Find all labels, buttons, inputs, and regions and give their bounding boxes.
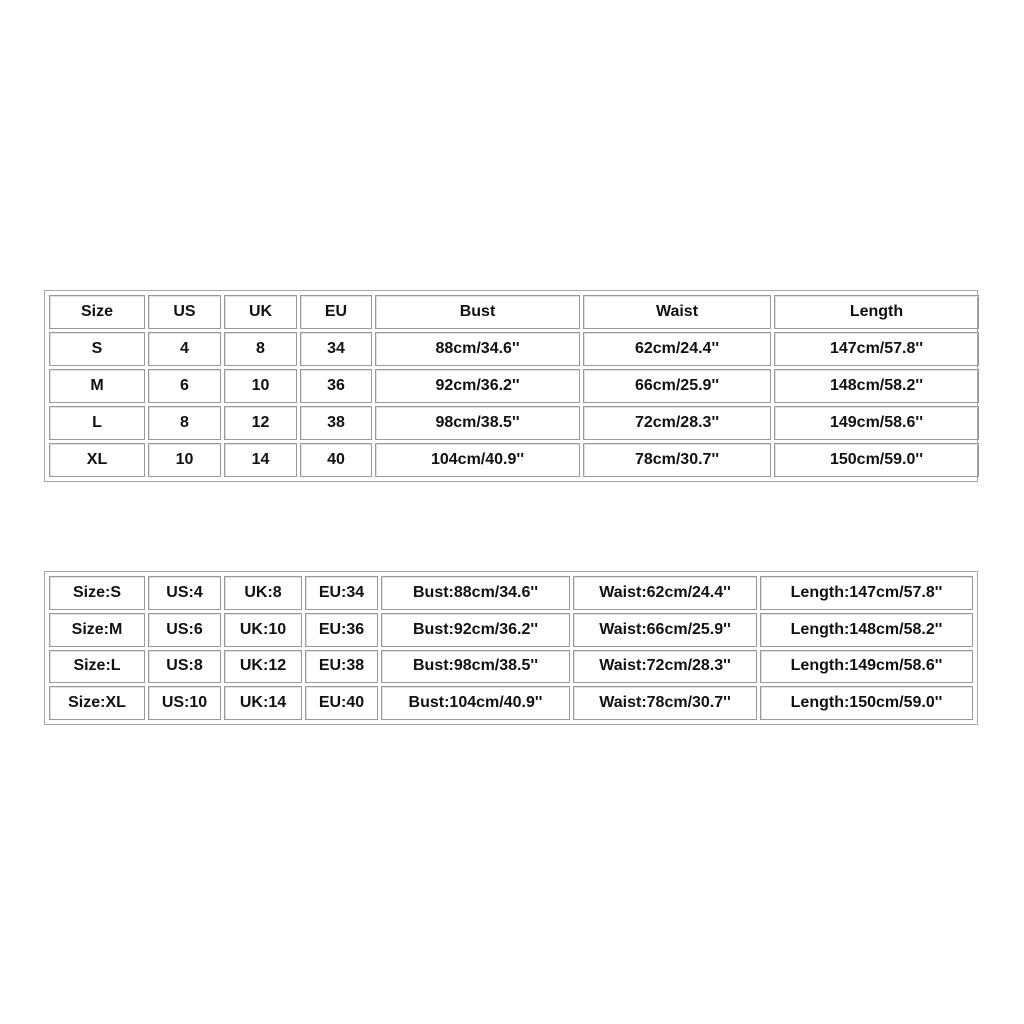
eu-cell: EU:34: [305, 576, 378, 610]
table-row: [49, 443, 979, 477]
uk-cell: 12: [224, 406, 297, 440]
uk-cell: UK:14: [224, 686, 302, 720]
size-cell: Size:M: [49, 613, 145, 647]
header-cell-us: US: [148, 295, 221, 329]
bust-cell: 92cm/36.2'': [375, 369, 580, 403]
eu-cell: 36: [300, 369, 372, 403]
uk-cell: UK:12: [224, 650, 302, 684]
uk-cell: 10: [224, 369, 297, 403]
uk-cell: UK:8: [224, 576, 302, 610]
uk-cell: 14: [224, 443, 297, 477]
eu-cell: EU:36: [305, 613, 378, 647]
length-cell: Length:149cm/58.6'': [760, 650, 973, 684]
size-cell: XL: [49, 443, 145, 477]
us-cell: US:8: [148, 650, 221, 684]
us-cell: 6: [148, 369, 221, 403]
bust-cell: 98cm/38.5'': [375, 406, 580, 440]
uk-cell: UK:10: [224, 613, 302, 647]
eu-cell: 34: [300, 332, 372, 366]
header-cell-waist: Waist: [583, 295, 771, 329]
size-cell: Size:S: [49, 576, 145, 610]
us-cell: US:4: [148, 576, 221, 610]
us-cell: 10: [148, 443, 221, 477]
table-row: [49, 686, 973, 720]
eu-cell: 40: [300, 443, 372, 477]
eu-cell: 38: [300, 406, 372, 440]
size-cell: L: [49, 406, 145, 440]
waist-cell: Waist:78cm/30.7'': [573, 686, 757, 720]
table-row: [49, 406, 979, 440]
eu-cell: EU:38: [305, 650, 378, 684]
table-row: [49, 369, 979, 403]
length-cell: Length:147cm/57.8'': [760, 576, 973, 610]
bust-cell: Bust:92cm/36.2'': [381, 613, 570, 647]
length-cell: 150cm/59.0'': [774, 443, 979, 477]
waist-cell: 78cm/30.7'': [583, 443, 771, 477]
eu-cell: EU:40: [305, 686, 378, 720]
size-cell: Size:L: [49, 650, 145, 684]
labeled-size-chart-table: [44, 571, 978, 725]
length-cell: 148cm/58.2'': [774, 369, 979, 403]
length-cell: 147cm/57.8'': [774, 332, 979, 366]
bust-cell: Bust:98cm/38.5'': [381, 650, 570, 684]
labeled-size-chart-grid: [46, 573, 976, 723]
us-cell: US:6: [148, 613, 221, 647]
table-header-row: [49, 295, 979, 329]
waist-cell: 66cm/25.9'': [583, 369, 771, 403]
header-cell-size: Size: [49, 295, 145, 329]
size-cell: M: [49, 369, 145, 403]
length-cell: 149cm/58.6'': [774, 406, 979, 440]
header-cell-uk: UK: [224, 295, 297, 329]
us-cell: US:10: [148, 686, 221, 720]
waist-cell: Waist:66cm/25.9'': [573, 613, 757, 647]
bust-cell: 104cm/40.9'': [375, 443, 580, 477]
header-cell-eu: EU: [300, 295, 372, 329]
table-row: [49, 650, 973, 684]
length-cell: Length:150cm/59.0'': [760, 686, 973, 720]
waist-cell: 72cm/28.3'': [583, 406, 771, 440]
header-cell-bust: Bust: [375, 295, 580, 329]
length-cell: Length:148cm/58.2'': [760, 613, 973, 647]
table-row: [49, 613, 973, 647]
size-chart-grid: [46, 292, 982, 480]
header-cell-length: Length: [774, 295, 979, 329]
waist-cell: 62cm/24.4'': [583, 332, 771, 366]
size-cell: Size:XL: [49, 686, 145, 720]
table-row: [49, 332, 979, 366]
bust-cell: Bust:88cm/34.6'': [381, 576, 570, 610]
bust-cell: 88cm/34.6'': [375, 332, 580, 366]
waist-cell: Waist:62cm/24.4'': [573, 576, 757, 610]
waist-cell: Waist:72cm/28.3'': [573, 650, 757, 684]
table-row: [49, 576, 973, 610]
bust-cell: Bust:104cm/40.9'': [381, 686, 570, 720]
us-cell: 8: [148, 406, 221, 440]
us-cell: 4: [148, 332, 221, 366]
size-chart-table: [44, 290, 978, 482]
uk-cell: 8: [224, 332, 297, 366]
size-cell: S: [49, 332, 145, 366]
